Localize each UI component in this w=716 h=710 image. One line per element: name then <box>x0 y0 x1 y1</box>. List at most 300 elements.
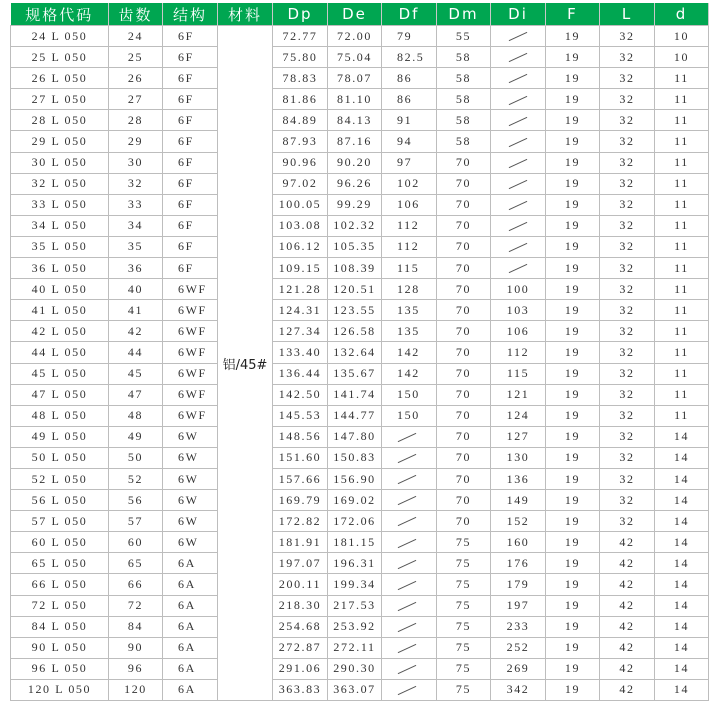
table-cell: 84 L 050 <box>11 616 109 637</box>
table-cell: 172.06 <box>328 511 382 532</box>
table-cell: 14 <box>655 553 709 574</box>
table-cell: 6WF <box>163 363 218 384</box>
table-cell: 6A <box>163 658 218 679</box>
table-row <box>11 279 709 300</box>
table-cell: 44 L 050 <box>11 342 109 363</box>
not-applicable-slash-icon <box>398 644 417 653</box>
table-cell: 290.30 <box>328 658 382 679</box>
table-cell: 6F <box>163 47 218 68</box>
table-cell: 14 <box>655 679 709 700</box>
table-row <box>11 173 709 194</box>
table-cell: 6F <box>163 68 218 89</box>
table-cell: 81.10 <box>328 89 382 110</box>
table-cell: 11 <box>655 363 709 384</box>
table-cell: 41 L 050 <box>11 300 109 321</box>
table-cell: 94 <box>382 131 437 152</box>
table-cell: 58 <box>437 131 491 152</box>
table-cell: 70 <box>437 405 491 426</box>
table-cell: 58 <box>437 89 491 110</box>
column-header: 规格代码 <box>11 3 109 26</box>
table-cell: 42 <box>600 616 655 637</box>
table-cell: 84.13 <box>328 110 382 131</box>
table-cell: 100.05 <box>273 194 328 215</box>
table-cell: 27 <box>109 89 163 110</box>
table-cell: 34 L 050 <box>11 215 109 236</box>
table-cell: 25 <box>109 47 163 68</box>
table-cell: 75 <box>437 574 491 595</box>
not-applicable-slash-icon <box>398 623 417 632</box>
table-cell: 124.31 <box>273 300 328 321</box>
table-cell: 32 <box>600 236 655 257</box>
table-cell: 32 <box>600 405 655 426</box>
table-cell: 32 <box>600 511 655 532</box>
table-cell: 233 <box>491 616 546 637</box>
table-cell: 156.90 <box>328 468 382 489</box>
table-cell: 6A <box>163 553 218 574</box>
not-applicable-slash-icon <box>398 665 417 674</box>
table-cell: 75.80 <box>273 47 328 68</box>
table-cell: 32 <box>600 47 655 68</box>
table-cell: 91 <box>382 110 437 131</box>
table-cell: 19 <box>546 426 600 447</box>
table-cell: 47 L 050 <box>11 384 109 405</box>
table-cell: 26 <box>109 68 163 89</box>
column-header: Df <box>382 3 437 26</box>
table-cell: 136.44 <box>273 363 328 384</box>
table-cell: 6A <box>163 616 218 637</box>
table-cell: 42 <box>600 595 655 616</box>
table-cell: 14 <box>655 532 709 553</box>
table-cell: 79 <box>382 26 437 47</box>
table-cell: 42 <box>600 532 655 553</box>
table-cell: 147.80 <box>328 426 382 447</box>
table-cell: 19 <box>546 658 600 679</box>
table-cell: 86 <box>382 68 437 89</box>
table-cell: 11 <box>655 236 709 257</box>
table-cell: 70 <box>437 215 491 236</box>
table-cell: 112 <box>491 342 546 363</box>
table-row <box>11 405 709 426</box>
table-cell <box>382 511 437 532</box>
table-cell: 19 <box>546 236 600 257</box>
table-cell: 72.77 <box>273 26 328 47</box>
table-cell: 52 L 050 <box>11 468 109 489</box>
not-applicable-slash-icon <box>509 264 528 273</box>
table-cell <box>491 47 546 68</box>
table-cell: 169.79 <box>273 490 328 511</box>
table-cell: 269 <box>491 658 546 679</box>
table-cell: 27 L 050 <box>11 89 109 110</box>
table-cell: 57 L 050 <box>11 511 109 532</box>
table-cell: 58 <box>437 68 491 89</box>
table-cell: 363.83 <box>273 679 328 700</box>
not-applicable-slash-icon <box>398 581 417 590</box>
table-cell: 11 <box>655 279 709 300</box>
table-cell: 86 <box>382 89 437 110</box>
table-cell: 120.51 <box>328 279 382 300</box>
column-header: Dm <box>437 3 491 26</box>
table-cell: 42 <box>600 679 655 700</box>
table-cell <box>491 131 546 152</box>
table-cell: 32 <box>600 194 655 215</box>
table-cell: 11 <box>655 215 709 236</box>
table-cell: 19 <box>546 300 600 321</box>
table-cell: 75.04 <box>328 47 382 68</box>
table-cell: 6WF <box>163 279 218 300</box>
table-cell: 14 <box>655 658 709 679</box>
table-cell: 96.26 <box>328 173 382 194</box>
material-cell: 铝/45# <box>218 26 273 701</box>
table-cell: 19 <box>546 553 600 574</box>
table-cell: 135 <box>382 321 437 342</box>
table-cell: 179 <box>491 574 546 595</box>
table-cell: 19 <box>546 68 600 89</box>
table-cell <box>491 110 546 131</box>
not-applicable-slash-icon <box>509 138 528 147</box>
table-cell: 6WF <box>163 342 218 363</box>
table-cell: 72 L 050 <box>11 595 109 616</box>
column-header: De <box>328 3 382 26</box>
table-cell: 6F <box>163 215 218 236</box>
table-cell: 42 <box>600 553 655 574</box>
table-cell: 32 <box>600 173 655 194</box>
table-cell: 6F <box>163 173 218 194</box>
table-cell: 11 <box>655 131 709 152</box>
table-cell: 32 <box>109 173 163 194</box>
table-cell: 112 <box>382 215 437 236</box>
table-cell: 96 <box>109 658 163 679</box>
table-cell: 32 L 050 <box>11 173 109 194</box>
table-cell: 108.39 <box>328 258 382 279</box>
table-cell <box>382 490 437 511</box>
table-row <box>11 152 709 173</box>
table-cell: 34 <box>109 215 163 236</box>
table-cell: 75 <box>437 616 491 637</box>
table-cell: 19 <box>546 595 600 616</box>
table-cell: 120 L 050 <box>11 679 109 700</box>
table-cell: 45 L 050 <box>11 363 109 384</box>
table-cell: 14 <box>655 595 709 616</box>
table-cell: 45 <box>109 363 163 384</box>
table-row <box>11 616 709 637</box>
table-cell: 32 <box>600 152 655 173</box>
table-cell: 19 <box>546 490 600 511</box>
table-row <box>11 363 709 384</box>
column-header: 齿数 <box>109 3 163 26</box>
table-cell: 150 <box>382 405 437 426</box>
table-cell: 30 <box>109 152 163 173</box>
table-cell: 142.50 <box>273 384 328 405</box>
table-cell: 84 <box>109 616 163 637</box>
table-cell: 106 <box>491 321 546 342</box>
table-row <box>11 511 709 532</box>
table-cell <box>491 68 546 89</box>
table-cell: 11 <box>655 173 709 194</box>
table-row <box>11 384 709 405</box>
not-applicable-slash-icon <box>509 201 528 210</box>
table-cell: 75 <box>437 553 491 574</box>
not-applicable-slash-icon <box>509 53 528 62</box>
not-applicable-slash-icon <box>509 95 528 104</box>
table-cell: 70 <box>437 152 491 173</box>
table-cell: 19 <box>546 215 600 236</box>
table-cell: 81.86 <box>273 89 328 110</box>
table-cell: 56 L 050 <box>11 490 109 511</box>
table-cell <box>382 637 437 658</box>
table-cell: 6WF <box>163 300 218 321</box>
table-cell: 36 L 050 <box>11 258 109 279</box>
table-cell: 6F <box>163 258 218 279</box>
table-cell: 14 <box>655 426 709 447</box>
table-cell: 6A <box>163 637 218 658</box>
table-cell: 157.66 <box>273 468 328 489</box>
table-cell: 6A <box>163 595 218 616</box>
table-cell: 19 <box>546 447 600 468</box>
table-cell: 70 <box>437 321 491 342</box>
not-applicable-slash-icon <box>398 475 417 484</box>
table-cell <box>491 215 546 236</box>
table-cell: 103.08 <box>273 215 328 236</box>
table-cell: 152 <box>491 511 546 532</box>
table-cell: 65 L 050 <box>11 553 109 574</box>
table-cell: 150.83 <box>328 447 382 468</box>
table-cell <box>491 173 546 194</box>
not-applicable-slash-icon <box>509 222 528 231</box>
not-applicable-slash-icon <box>509 180 528 189</box>
table-row <box>11 574 709 595</box>
table-cell: 35 <box>109 236 163 257</box>
table-cell: 32 <box>600 342 655 363</box>
table-cell: 42 <box>600 637 655 658</box>
column-header: d <box>655 3 709 26</box>
table-cell: 58 <box>437 110 491 131</box>
table-row <box>11 258 709 279</box>
table-cell: 19 <box>546 131 600 152</box>
table-cell: 90 L 050 <box>11 637 109 658</box>
table-cell: 70 <box>437 236 491 257</box>
table-cell: 32 <box>600 279 655 300</box>
table-cell: 32 <box>600 110 655 131</box>
table-cell: 11 <box>655 258 709 279</box>
table-cell: 32 <box>600 68 655 89</box>
table-cell: 70 <box>437 468 491 489</box>
table-cell: 291.06 <box>273 658 328 679</box>
table-cell: 144.77 <box>328 405 382 426</box>
table-cell: 6A <box>163 679 218 700</box>
table-cell: 254.68 <box>273 616 328 637</box>
not-applicable-slash-icon <box>398 538 417 547</box>
table-cell: 82.5 <box>382 47 437 68</box>
table-cell: 97 <box>382 152 437 173</box>
table-cell: 44 <box>109 342 163 363</box>
table-row <box>11 679 709 700</box>
table-cell: 50 <box>109 447 163 468</box>
table-cell: 14 <box>655 637 709 658</box>
not-applicable-slash-icon <box>398 517 417 526</box>
table-cell: 176 <box>491 553 546 574</box>
table-cell: 217.53 <box>328 595 382 616</box>
table-cell: 19 <box>546 363 600 384</box>
table-cell: 181.15 <box>328 532 382 553</box>
table-cell: 121.28 <box>273 279 328 300</box>
table-cell: 70 <box>437 363 491 384</box>
table-cell <box>382 574 437 595</box>
table-cell: 102.32 <box>328 215 382 236</box>
not-applicable-slash-icon <box>398 496 417 505</box>
table-cell <box>382 679 437 700</box>
table-cell: 56 <box>109 490 163 511</box>
not-applicable-slash-icon <box>398 602 417 611</box>
table-cell: 49 <box>109 426 163 447</box>
table-cell: 41 <box>109 300 163 321</box>
table-cell: 105.35 <box>328 236 382 257</box>
table-cell: 151.60 <box>273 447 328 468</box>
table-cell: 32 <box>600 258 655 279</box>
table-cell: 142 <box>382 342 437 363</box>
table-row <box>11 194 709 215</box>
table-cell: 32 <box>600 384 655 405</box>
table-cell: 70 <box>437 426 491 447</box>
table-cell: 115 <box>382 258 437 279</box>
table-cell: 48 L 050 <box>11 405 109 426</box>
table-cell: 72.00 <box>328 26 382 47</box>
table-cell: 75 <box>437 532 491 553</box>
table-cell: 19 <box>546 384 600 405</box>
table-cell: 32 <box>600 490 655 511</box>
table-cell: 28 L 050 <box>11 110 109 131</box>
table-cell <box>382 616 437 637</box>
table-cell: 19 <box>546 637 600 658</box>
table-row <box>11 26 709 47</box>
table-cell: 50 L 050 <box>11 447 109 468</box>
table-cell: 70 <box>437 258 491 279</box>
table-cell: 32 <box>600 468 655 489</box>
table-cell: 11 <box>655 384 709 405</box>
table-cell: 32 <box>600 321 655 342</box>
table-row <box>11 553 709 574</box>
table-cell: 6F <box>163 110 218 131</box>
column-header: Dp <box>273 3 328 26</box>
table-cell: 172.82 <box>273 511 328 532</box>
table-cell: 6W <box>163 511 218 532</box>
table-cell <box>382 426 437 447</box>
table-cell: 19 <box>546 321 600 342</box>
table-cell: 272.87 <box>273 637 328 658</box>
table-cell: 11 <box>655 152 709 173</box>
column-header: Di <box>491 3 546 26</box>
table-cell: 78.83 <box>273 68 328 89</box>
column-header: F <box>546 3 600 26</box>
table-cell <box>491 194 546 215</box>
not-applicable-slash-icon <box>398 454 417 463</box>
column-header: 结构 <box>163 3 218 26</box>
table-cell: 70 <box>437 511 491 532</box>
table-cell: 100 <box>491 279 546 300</box>
not-applicable-slash-icon <box>509 74 528 83</box>
table-cell: 150 <box>382 384 437 405</box>
table-cell: 72 <box>109 595 163 616</box>
table-cell: 135 <box>382 300 437 321</box>
table-row <box>11 447 709 468</box>
table-cell: 33 <box>109 194 163 215</box>
table-cell: 181.91 <box>273 532 328 553</box>
table-cell: 11 <box>655 405 709 426</box>
table-cell: 160 <box>491 532 546 553</box>
table-cell: 197.07 <box>273 553 328 574</box>
table-cell: 60 <box>109 532 163 553</box>
table-cell: 145.53 <box>273 405 328 426</box>
table-cell <box>382 468 437 489</box>
table-cell: 66 L 050 <box>11 574 109 595</box>
not-applicable-slash-icon <box>398 686 417 695</box>
table-cell <box>382 553 437 574</box>
table-cell: 141.74 <box>328 384 382 405</box>
header-row <box>11 3 709 26</box>
table-cell: 19 <box>546 152 600 173</box>
table-cell: 84.89 <box>273 110 328 131</box>
table-row <box>11 236 709 257</box>
table-cell: 123.55 <box>328 300 382 321</box>
table-row <box>11 595 709 616</box>
table-cell: 19 <box>546 173 600 194</box>
table-cell: 19 <box>546 342 600 363</box>
table-cell <box>382 447 437 468</box>
table-cell: 127 <box>491 426 546 447</box>
table-cell <box>491 26 546 47</box>
table-cell: 33 L 050 <box>11 194 109 215</box>
not-applicable-slash-icon <box>398 433 417 442</box>
table-row <box>11 658 709 679</box>
table-cell: 6WF <box>163 405 218 426</box>
not-applicable-slash-icon <box>509 243 528 252</box>
table-cell: 19 <box>546 194 600 215</box>
table-cell: 14 <box>655 447 709 468</box>
table-cell: 32 <box>600 426 655 447</box>
table-cell: 19 <box>546 89 600 110</box>
table-cell: 14 <box>655 616 709 637</box>
table-cell: 19 <box>546 574 600 595</box>
table-cell: 65 <box>109 553 163 574</box>
table-cell: 10 <box>655 47 709 68</box>
table-cell: 252 <box>491 637 546 658</box>
table-cell: 70 <box>437 490 491 511</box>
table-cell: 197 <box>491 595 546 616</box>
table-cell: 11 <box>655 68 709 89</box>
table-cell: 11 <box>655 300 709 321</box>
table-row <box>11 215 709 236</box>
table-cell: 42 L 050 <box>11 321 109 342</box>
table-cell: 87.93 <box>273 131 328 152</box>
column-header: 材料 <box>218 3 273 26</box>
table-cell: 48 <box>109 405 163 426</box>
table-cell: 148.56 <box>273 426 328 447</box>
table-cell <box>491 236 546 257</box>
table-row <box>11 468 709 489</box>
table-cell: 30 L 050 <box>11 152 109 173</box>
not-applicable-slash-icon <box>509 159 528 168</box>
table-cell: 135.67 <box>328 363 382 384</box>
table-cell: 121 <box>491 384 546 405</box>
table-cell: 342 <box>491 679 546 700</box>
table-cell: 103 <box>491 300 546 321</box>
table-cell: 6WF <box>163 321 218 342</box>
table-cell: 6F <box>163 89 218 110</box>
table-cell: 36 <box>109 258 163 279</box>
table-row <box>11 490 709 511</box>
table-cell: 32 <box>600 363 655 384</box>
table-cell: 70 <box>437 384 491 405</box>
table-cell: 106 <box>382 194 437 215</box>
